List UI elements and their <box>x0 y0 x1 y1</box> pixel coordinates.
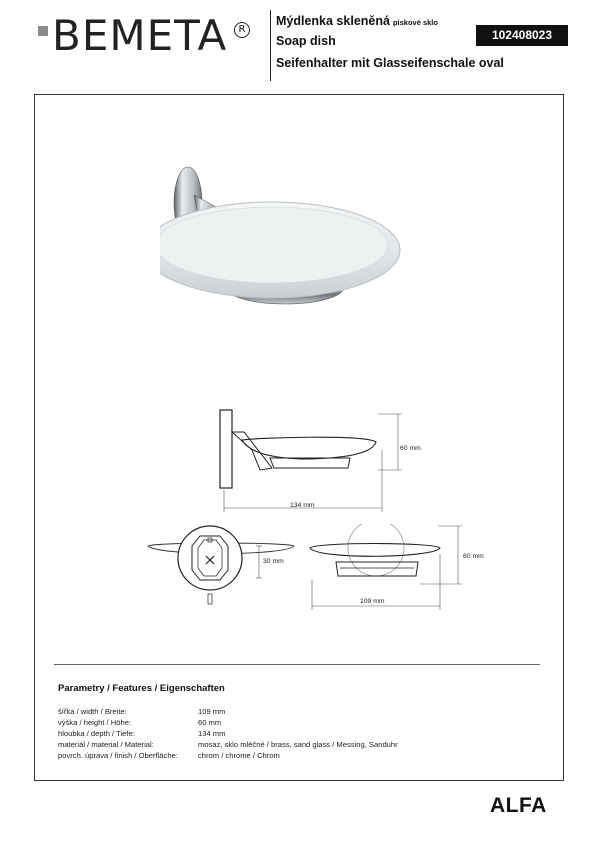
series-name: ALFA <box>490 794 547 817</box>
params-heading: Parametry / Features / Eigenschaften <box>58 683 225 694</box>
param-value-height: 60 mm <box>198 718 222 727</box>
header-divider <box>270 10 271 81</box>
title-english: Soap dish <box>276 34 336 48</box>
param-label-width: šířka / width / Breite: <box>58 707 127 716</box>
logo-square <box>38 26 48 36</box>
title-czech-sub: pískové sklo <box>392 18 438 27</box>
dim-front-small: 30 mm <box>263 558 284 565</box>
dim-side-height: 60 mm <box>400 445 421 452</box>
front-elevation-drawing <box>306 524 468 614</box>
title-czech-main: Mýdlenka skleněná <box>276 14 390 28</box>
param-value-finish: chrom / chrome / Chrom <box>198 751 280 760</box>
param-label-height: výška / height / Höhe: <box>58 718 132 727</box>
dim-front-width: 109 mm <box>360 598 385 605</box>
dim-side-depth: 134 mm <box>290 502 315 509</box>
param-label-material: materiál / material / Material: <box>58 740 154 749</box>
product-code: 102408023 <box>476 25 568 46</box>
title-german: Seifenhalter mit Glasseifenschale oval <box>276 56 504 70</box>
params-divider <box>54 664 540 665</box>
side-view-drawing <box>214 404 414 514</box>
brand-logo: BEMETA <box>52 11 228 60</box>
param-value-material: mosaz, sklo mléčné / brass, sand glass / Messing, Sanduhr <box>198 740 398 749</box>
product-photo <box>160 155 410 315</box>
param-label-finish: povrch. úprava / finish / Oberfläche: <box>58 751 178 760</box>
param-value-depth: 134 mm <box>198 729 226 738</box>
param-label-depth: hloubka / depth / Tiefe: <box>58 729 135 738</box>
dim-front-height: 60 mm <box>463 553 484 560</box>
param-value-width: 109 mm <box>198 707 226 716</box>
title-czech <box>276 14 438 28</box>
registered-mark: R <box>234 22 250 38</box>
front-view-drawing <box>146 522 296 612</box>
